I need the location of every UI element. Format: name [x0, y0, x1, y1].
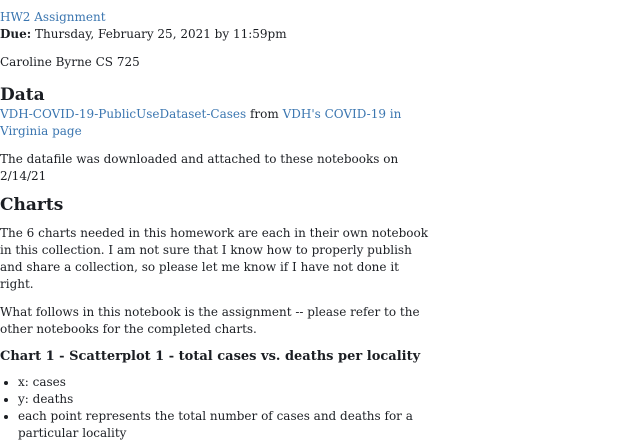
- charts-followup-paragraph: What follows in this notebook is the assignment -- please refer to the other notebooks for the completed charts.: [0, 305, 420, 336]
- due-value: Thursday, February 25, 2021 by 11:59pm: [31, 27, 287, 41]
- chart1-bullet-list: [0, 374, 432, 442]
- datafile-note: The datafile was downloaded and attached to these notebooks on 2/14/21: [0, 152, 399, 183]
- due-line: [0, 26, 432, 43]
- list-item: • x: cases: [18, 374, 432, 391]
- charts-intro-paragraph: The 6 charts needed in this homework are each in their own notebook in this collection. I am not sure that I know how to properly publish and share a collection, so please let me know if I have not done it right.: [0, 226, 429, 291]
- assignment-header: [0, 9, 432, 26]
- data-source-line: [0, 106, 432, 140]
- author-line: Caroline Byrne CS 725: [0, 55, 140, 69]
- data-heading: Data: [0, 85, 45, 105]
- charts-heading: Charts: [0, 195, 64, 215]
- list-item: • each point represents the total number of cases and deaths for a particular locality: [18, 408, 432, 442]
- list-item: • y: deaths: [18, 391, 432, 408]
- from-text: from: [246, 107, 283, 121]
- dataset-link[interactable]: VDH-COVID-19-PublicUseDataset-Cases: [0, 107, 247, 121]
- due-label: Due:: [0, 27, 32, 41]
- assignment-link[interactable]: HW2 Assignment: [0, 10, 106, 24]
- chart1-heading: Chart 1 - Scatterplot 1 - total cases vs. deaths per locality: [0, 349, 421, 364]
- vdh-source-link[interactable]: VDH's COVID-19 in Virginia page: [0, 107, 402, 138]
- notebook-content: [0, 9, 432, 442]
